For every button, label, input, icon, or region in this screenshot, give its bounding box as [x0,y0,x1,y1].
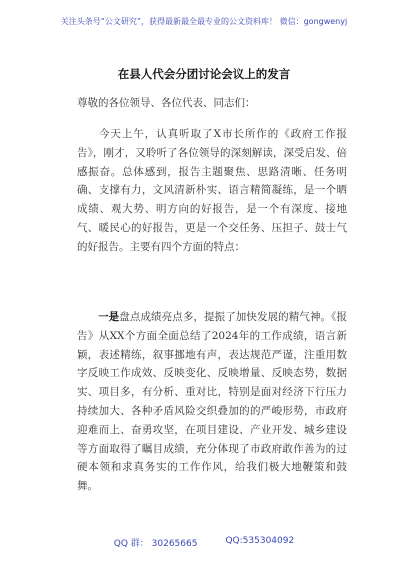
document-title: 在县人代会分团讨论会议上的发言 [117,67,291,81]
footer [0,536,408,549]
footer-qq-group: QQ 群： 30265665 [113,539,198,549]
paragraph-1 [77,125,347,257]
greeting: 尊敬的各位领导、各位代表、同志们： [77,97,256,109]
paragraph-2-lead: 一是 [98,311,120,323]
paragraph-2-text: 盘点成绩亮点多，提振了加快发展的精气神。《报告》从XX个方面全面总结了2024年的工作成绩，语言新颖，表述精练，叙事挪地有声，表达规范严谨，注重用数字反映工作成效、反映变化、反映增量、反映态势，数据实、项目多，有分析、重对比，特别是面对经济下行压力持续加大、各种矛盾风险交织叠加的的严峻形势，市政府迎难而上、奋勇攻坚，在项目建设、产业开发、城乡建设等方面取得了瞩目成绩，充分体现了市政府敢作善为的过硬本领和求真务实的工作作风，给我们极大地鞭策和鼓舞。 [77,311,347,493]
footer-qq-contact: QQ:535304092 [225,536,295,546]
paragraph-1-text: 今天上午，认真听取了X市长所作的《政府工作报告》，刚才，又聆听了各位领导的深刻解读，深受启发、倍感振奋。总体感到，报告主题聚焦、思路清晰、任务明确、支撑有力，文风清新朴实、语言精简凝练，是一个晒成绩、观大势、明方向的好报告，是一个有深度、接地气、暖民心的好报告，更是一个交任务、压担子、鼓士气的好报告。主要有四个方面的特点： [77,128,347,253]
paragraph-2 [77,308,347,496]
header-notice: 关注头条号“公文研究”，获得最新最全最专业的公文资料库！ 微信：gongwenyj [60,17,348,26]
